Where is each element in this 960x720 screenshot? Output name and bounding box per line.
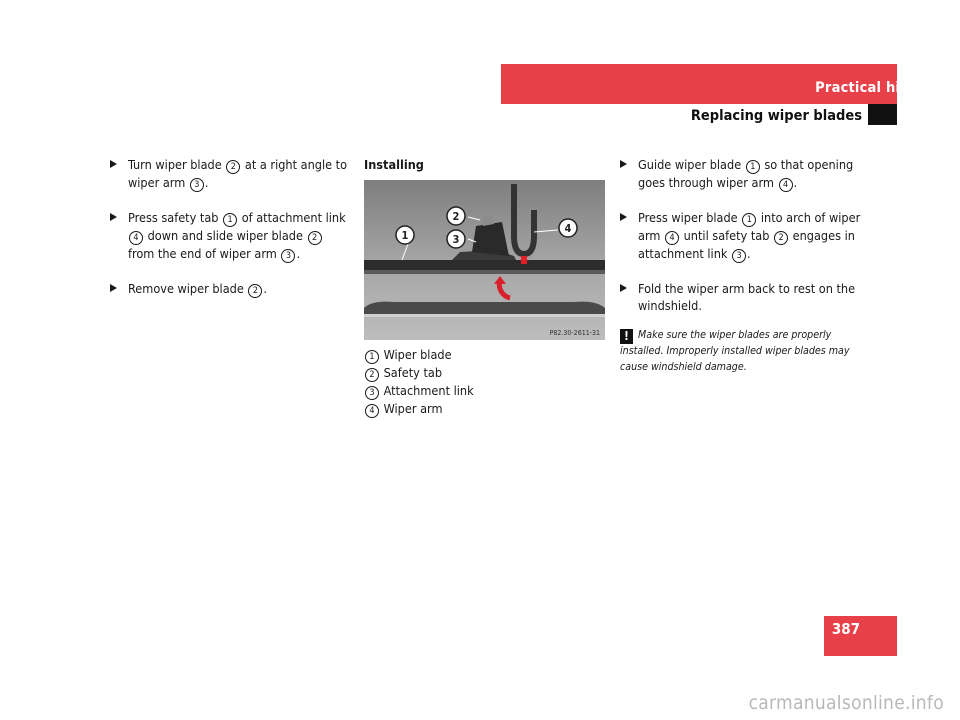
warning-note [620, 328, 865, 375]
callout-label-4: 4 [564, 222, 572, 236]
topic-title: Replacing wiper blades [690, 108, 862, 124]
lower-blade-highlight [364, 314, 605, 317]
step-text: Turn wiper blade [128, 157, 226, 172]
step-text: . [793, 175, 798, 190]
legend-label: Attachment link [383, 383, 474, 399]
arrow-bullet-icon [110, 213, 117, 221]
legend-item [364, 346, 606, 364]
legend-label: Safety tab [383, 365, 443, 381]
step-fold-arm [620, 280, 865, 315]
step-text: Press wiper blade [638, 209, 742, 225]
figure-legend [364, 346, 606, 418]
step-turn-blade [110, 156, 350, 192]
column-installing [364, 156, 606, 418]
step-press-blade [620, 209, 865, 263]
step-text: . [204, 175, 209, 190]
wiper-blade-body [364, 260, 605, 270]
callout-number: 4 [779, 178, 793, 192]
callout-number: 2 [308, 231, 322, 245]
arrow-bullet-icon [110, 284, 117, 292]
step-text: Fold the wiper arm back to rest on the windshield. [638, 280, 856, 313]
legend-item [364, 382, 606, 400]
step-text: of attachment link [238, 209, 346, 225]
step-text: until safety tab [680, 227, 774, 243]
lower-blade [364, 302, 605, 314]
step-text: . [747, 245, 751, 261]
arrow-bullet-icon [620, 213, 627, 221]
wiper-blade-figure [364, 180, 605, 340]
red-marker [521, 256, 527, 264]
step-text: Guide wiper blade [638, 157, 745, 172]
step-press-safety-tab [110, 209, 350, 263]
step-remove-blade [110, 280, 350, 298]
watermark: carmanualsonline.info [748, 692, 944, 714]
step-guide-blade [620, 156, 865, 192]
step-text: . [296, 245, 301, 261]
section-title: Practical hints [815, 80, 924, 96]
callout-number: 3 [281, 249, 295, 263]
column-removal [110, 156, 350, 314]
figure-code: P82.30-2611-31 [549, 329, 600, 338]
callout-number: 3 [190, 178, 204, 192]
legend-number: 4 [365, 404, 379, 418]
callout-number: 4 [129, 231, 143, 245]
page-number: 387 [831, 620, 860, 638]
step-text: . [263, 280, 268, 296]
step-text: Remove wiper blade [128, 280, 248, 296]
safety-tab-shape [482, 214, 494, 226]
step-text: from the end of wiper arm [128, 245, 281, 261]
header-black-block [868, 104, 897, 125]
callout-label-1: 1 [401, 229, 409, 243]
legend-item [364, 400, 606, 418]
callout-number: 2 [248, 284, 262, 298]
arrow-bullet-icon [620, 284, 627, 292]
callout-number: 1 [223, 213, 237, 227]
step-text: Press safety tab [128, 209, 223, 225]
legend-number: 2 [365, 368, 379, 382]
callout-number: 4 [665, 231, 679, 245]
callout-number: 3 [732, 249, 746, 263]
callout-label-3: 3 [452, 233, 460, 247]
legend-label: Wiper blade [383, 347, 452, 363]
callout-number: 2 [226, 160, 240, 174]
legend-label: Wiper arm [383, 401, 443, 417]
step-text: engages in attachment link [638, 227, 855, 261]
warning-text: Make sure the wiper blades are properly installed. Improperly installed wiper blades may cause windshield damage. [620, 329, 850, 373]
wiper-blade-edge [364, 270, 605, 274]
callout-number: 2 [774, 231, 788, 245]
exclamation-icon: ! [620, 329, 633, 344]
arrow-bullet-icon [620, 160, 627, 168]
legend-number: 3 [365, 386, 379, 400]
installing-heading: Installing [364, 157, 424, 172]
step-text: at a right angle to wiper arm [128, 157, 348, 190]
wiper-illustration [364, 180, 605, 340]
step-text: so that opening goes through wiper arm [638, 157, 854, 190]
legend-number: 1 [365, 350, 379, 364]
step-text: into arch of wiper arm [638, 209, 861, 243]
arrow-bullet-icon [110, 160, 117, 168]
column-install-steps [620, 156, 865, 375]
callout-number: 1 [742, 213, 756, 227]
legend-item [364, 364, 606, 382]
callout-label-2: 2 [452, 210, 460, 224]
callout-number: 1 [746, 160, 760, 174]
step-text: down and slide wiper blade [144, 227, 307, 243]
